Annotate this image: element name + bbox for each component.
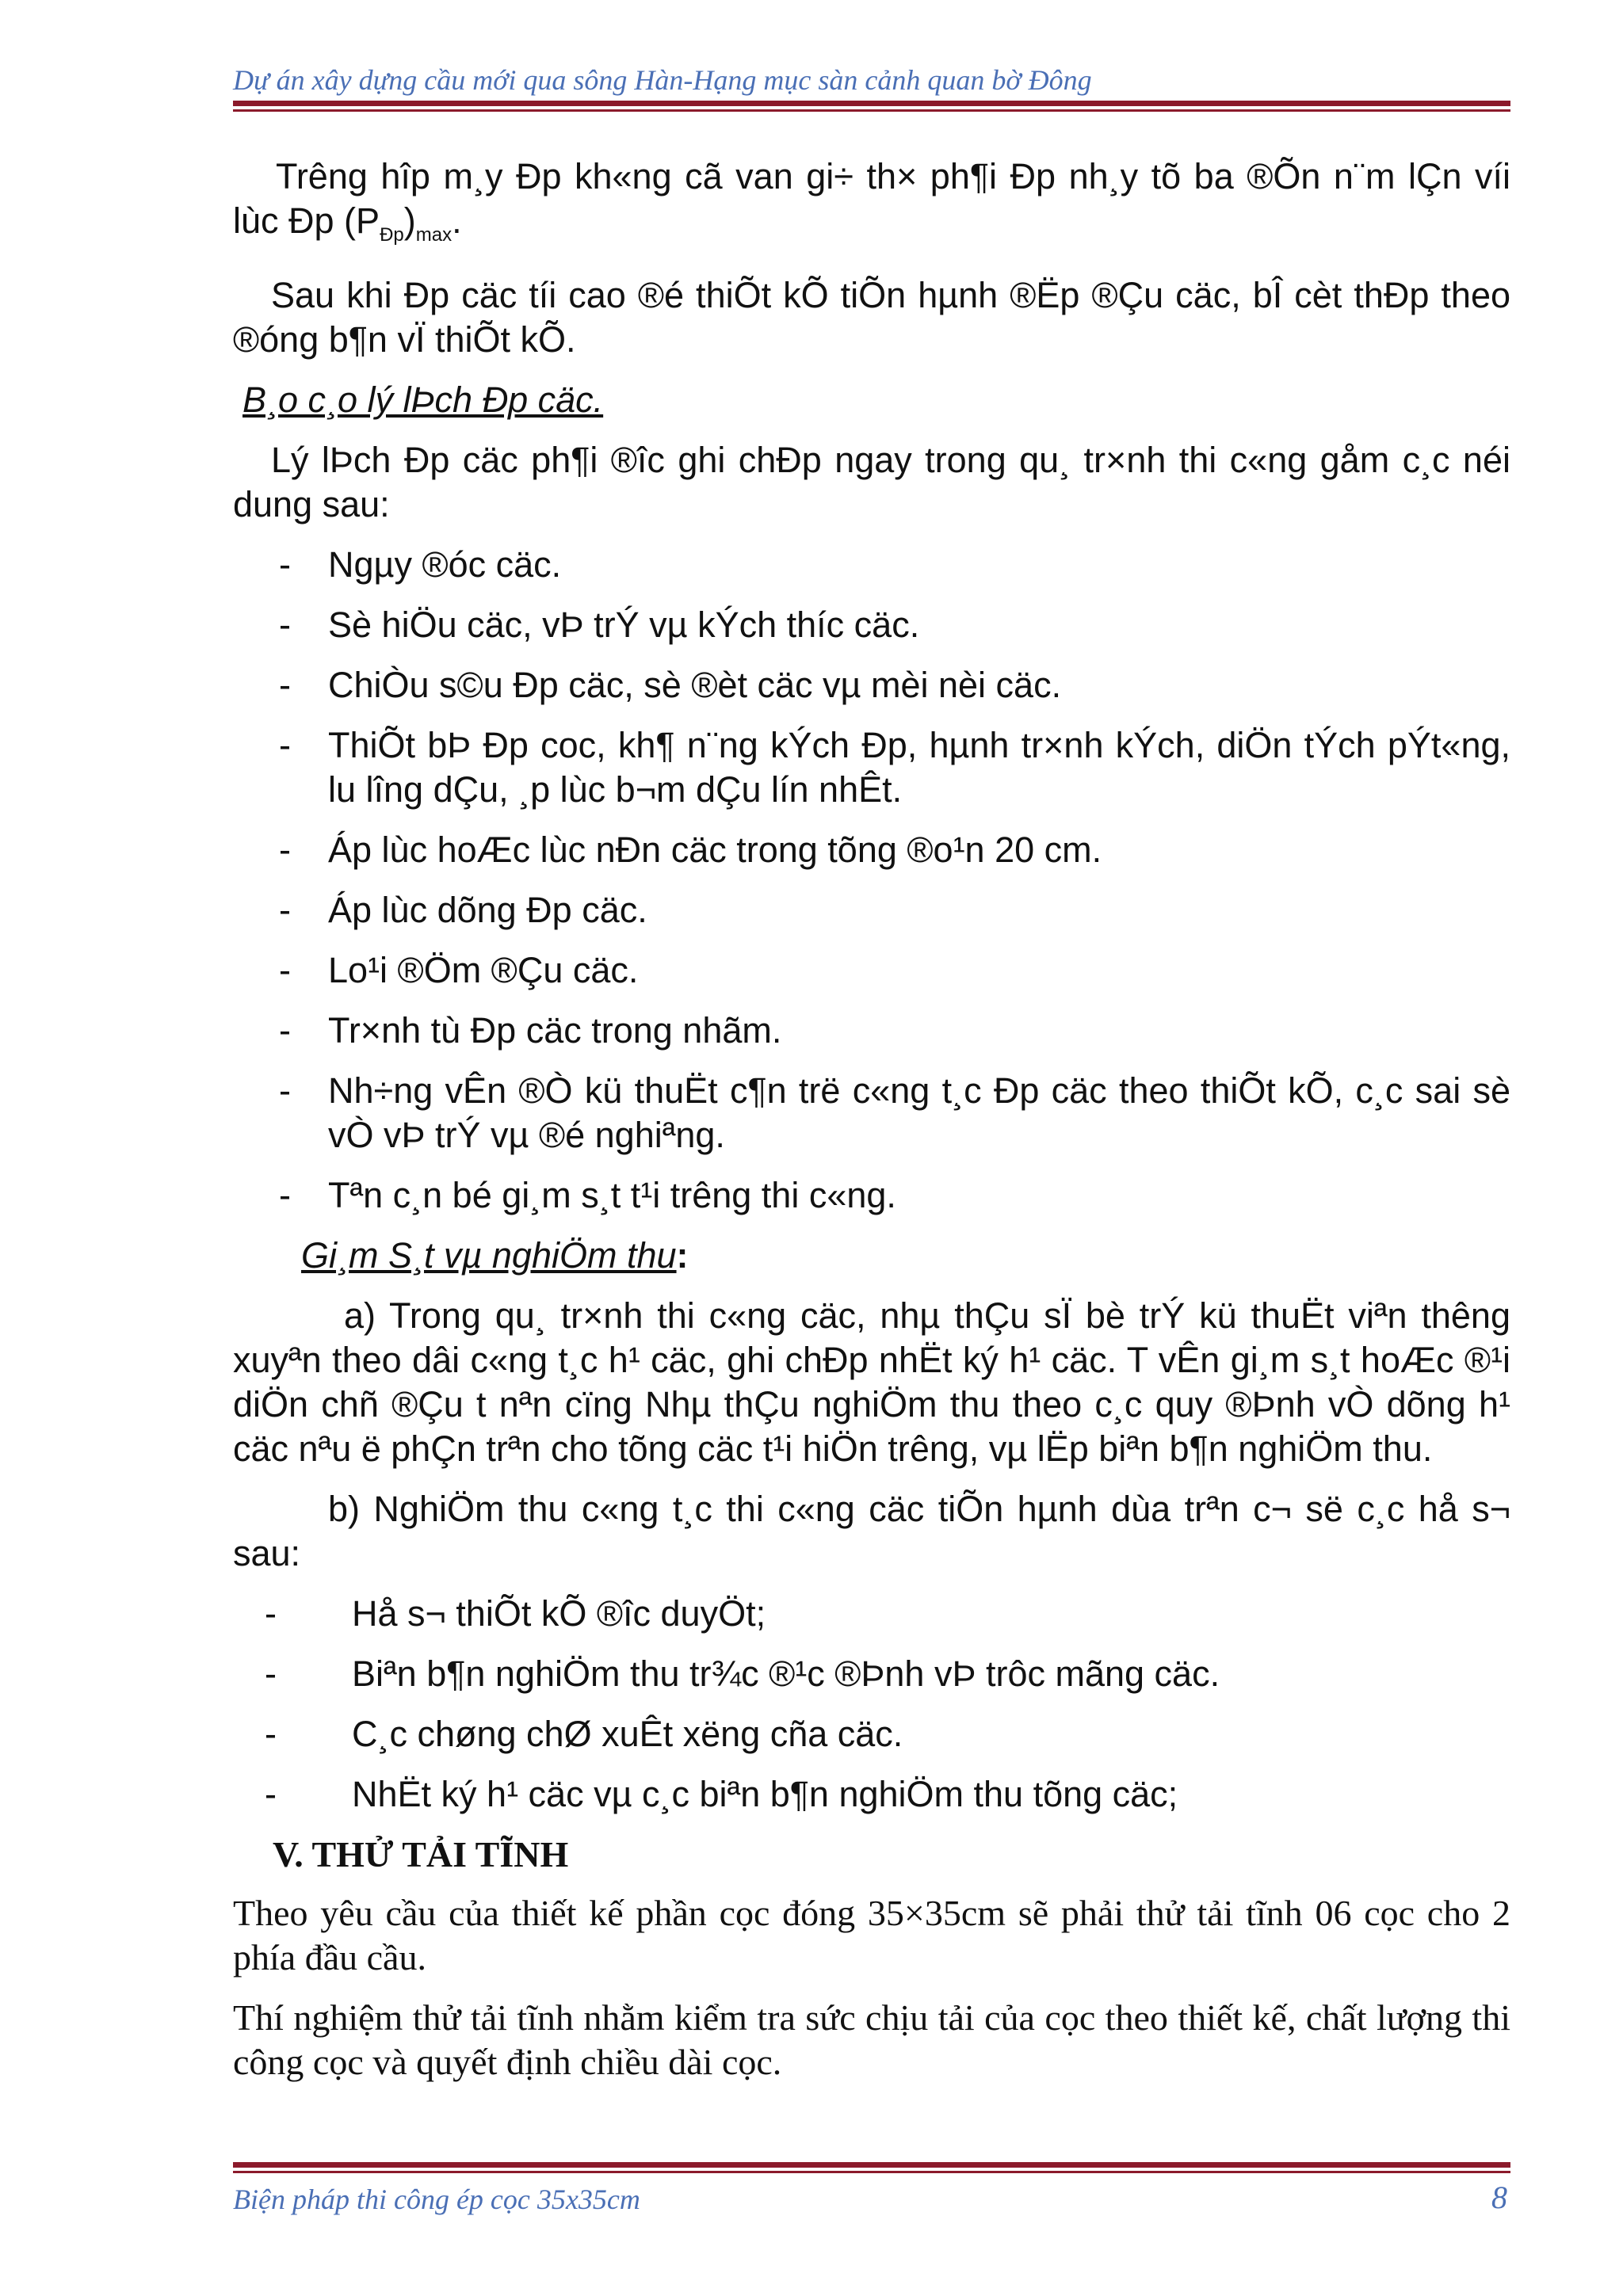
acceptance-docs-list — [233, 1592, 1510, 1817]
list-item: - Ngµy ®óc cäc. — [279, 544, 562, 585]
page-body — [233, 154, 1510, 2100]
list-item: - Tr×nh tù Ðp cäc trong nhãm. — [279, 1010, 782, 1051]
footer-title: Biện pháp thi công ép cọc 35x35cm — [233, 2183, 640, 2215]
paragraph-static-test-requirement: Theo yêu cầu của thiết kế phần cọc đóng 35×35cm sẽ phải thử tải tĩnh 06 cọc cho 2 phía đầu cầu. — [233, 1893, 1510, 1978]
paragraph-after-pressing: Sau khi Ðp cäc tíi cao ®é thiÕt kÕ tiÕn hµnh ®Ëp ®Çu cäc, bÎ cèt thÐp theo ®óng b¶n vÏ thiÕt kÕ. — [233, 275, 1510, 360]
list-item: - Áp lùc hoÆc lùc nÐn cäc trong tõng ®o¹n 20 cm. — [279, 830, 1102, 870]
list-item: - Hå s¬ thiÕt kÕ ®îc duyÖt; — [265, 1593, 766, 1634]
paragraph-supervision-b: b) NghiÖm thu c«ng t¸c thi c«ng cäc tiÕn hµnh dùa trªn c¬ së c¸c hå s¬ sau: — [233, 1489, 1510, 1573]
list-item: - Tªn c¸n bé gi¸m s¸t t¹i trêng thi c«ng. — [279, 1175, 896, 1215]
section-heading-static-load-test: V. THỬ TẢI TĨNH — [273, 1834, 569, 1875]
footer-rule-thin — [233, 2171, 1510, 2173]
list-item: - Biªn b¶n nghiÖm thu tr¾c ®¹c ®Þnh vÞ trôc mãng cäc. — [265, 1653, 1220, 1694]
section-heading-supervision: Gi¸m S¸t vµ nghiÖm thu: — [301, 1235, 689, 1276]
header-rule-thin — [233, 109, 1510, 112]
list-item: - Sè hiÖu cäc, vÞ trÝ vµ kÝch thíc cäc. — [279, 605, 920, 645]
paragraph-static-test-purpose: Thí nghiệm thử tải tĩnh nhằm kiểm tra sức chịu tải của cọc theo thiết kế, chất lượng thi công cọc và quyết định chiều dài cọc. — [233, 1997, 1510, 2082]
list-item: - C¸c chøng chØ xuÊt xëng cña cäc. — [265, 1714, 903, 1754]
pile-log-list — [233, 543, 1510, 1218]
header-rule-thick — [233, 101, 1510, 106]
list-item: - NhËt ký h¹ cäc vµ c¸c biªn b¶n nghiÖm thu tõng cäc; — [265, 1774, 1178, 1814]
header-title: Dự án xây dựng cầu mới qua sông Hàn-Hạng mục sàn cảnh quan bờ Đông — [233, 64, 1092, 96]
section-heading-pile-log: B¸o c¸o lý lÞch Ðp cäc. — [242, 379, 604, 420]
list-item: - Áp lùc dõng Ðp cäc. — [279, 890, 647, 930]
footer-rule-thick — [233, 2162, 1510, 2168]
page-number: 8 — [1491, 2180, 1507, 2215]
list-item: - ChiÒu s©u Ðp cäc, sè ®èt cäc vµ mèi nèi cäc. — [279, 665, 1062, 705]
list-item: - Nh÷ng vÊn ®Ò kü thuËt c¶n trë c«ng t¸c Ðp cäc theo thiÕt kÕ, c¸c sai sè vÒ vÞ trÝ vµ ®é nghiªng. — [279, 1070, 1510, 1155]
paragraph-press-repeat: Trêng hîp m¸y Ðp kh«ng cã van gi÷ th× ph¶i Ðp nh¸y tõ ba ®Õn n¨m lÇn víi lùc Ðp $(P_{Ðp})_{max}$. — [233, 156, 1510, 246]
paragraph-supervision-a: a) Trong qu¸ tr×nh thi c«ng cäc, nhµ thÇu sÏ bè trÝ kü thuËt viªn thêng xuyªn theo dâi c«ng t¸c h¹ cäc, ghi chÐp nhËt ký h¹ cäc. T vÊn gi¸m s¸t hoÆc ®¹i diÖn chñ ®Çu t nªn cïng Nhµ thÇu nghiÖm thu theo c¸c quy ®Þnh vÒ dõng h¹ cäc nªu ë phÇn trªn cho tõng cäc t¹i hiÖn trêng, vµ lËp biªn b¶n nghiÖm thu. — [233, 1295, 1510, 1469]
paragraph-pile-log-intro: Lý lÞch Ðp cäc ph¶i ®îc ghi chÐp ngay trong qu¸ tr×nh thi c«ng gåm c¸c néi dung sau: — [233, 440, 1510, 524]
list-item: - Lo¹i ®Öm ®Çu cäc. — [279, 950, 639, 990]
list-item: - ThiÕt bÞ Ðp coc, kh¶ n¨ng kÝch Ðp, hµnh tr×nh kÝch, diÖn tÝch pÝt«ng, lu lîng dÇu, ¸p lùc b¬m dÇu lín nhÊt. — [279, 725, 1510, 810]
